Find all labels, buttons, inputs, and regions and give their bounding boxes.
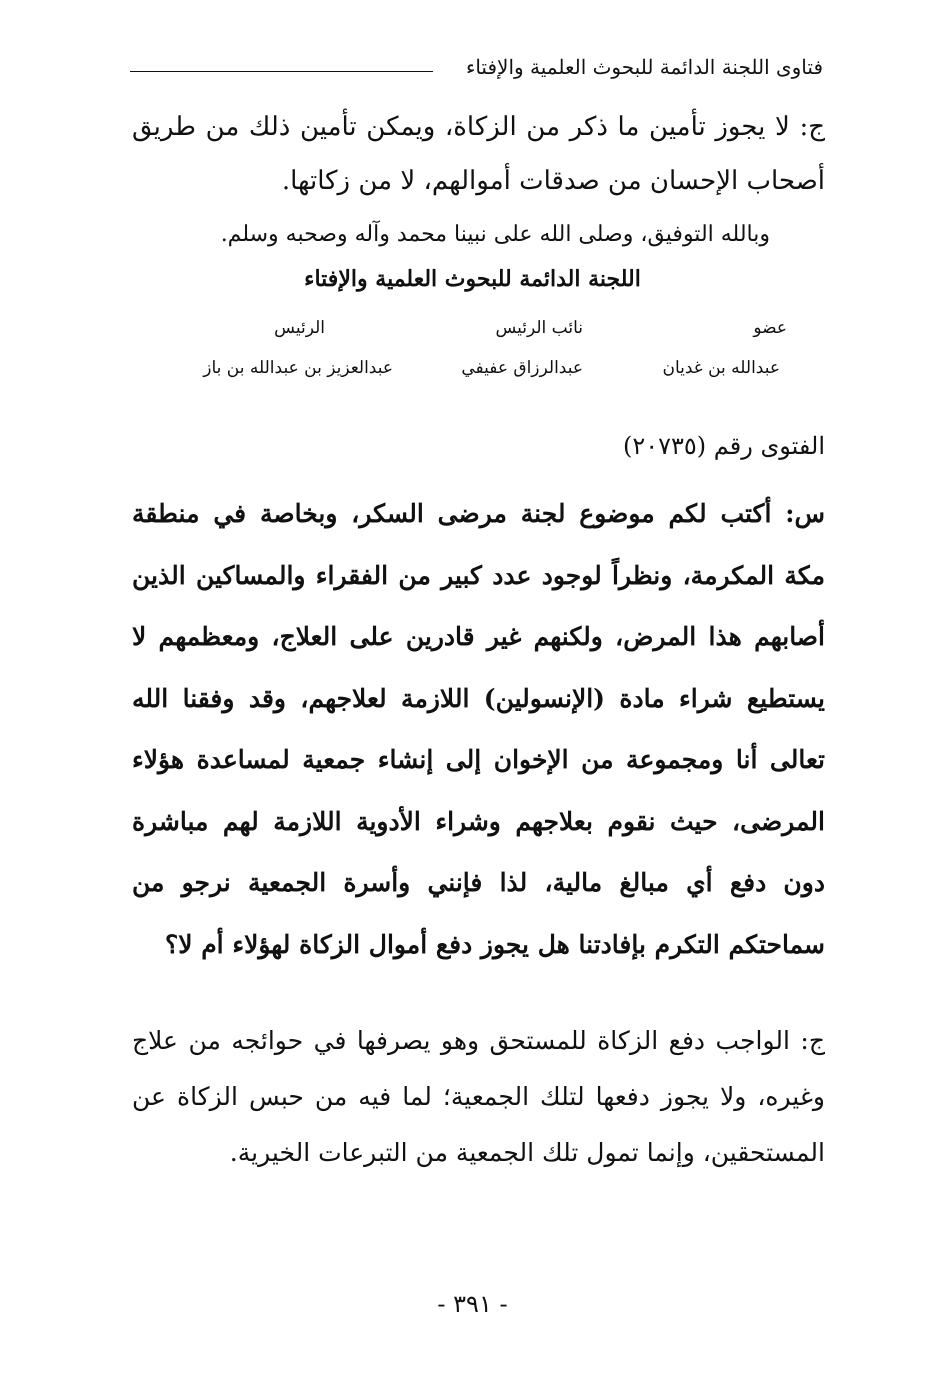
member-role-3: الرئيس [274, 318, 325, 338]
running-header [130, 55, 823, 89]
member-name-1: عبدالله بن غديان [662, 358, 780, 378]
member-role-2: نائب الرئيس [495, 318, 583, 338]
member-name-3: عبدالعزيز بن عبدالله بن باز [203, 358, 393, 378]
closing-line: وبالله التوفيق، وصلى الله على نبينا محمد وآله وصحبه وسلم. [220, 222, 770, 247]
answer-paragraph-1: ج: لا يجوز تأمين ما ذكر من الزكاة، ويمكن تأمين ذلك من طريق أصحاب الإحسان من صدقات أموالهم، لا من زكاتها. [132, 112, 825, 196]
fatwa-number: الفتوى رقم (٢٠٧٣٥) [622, 432, 825, 460]
member-role-1: عضو [753, 318, 787, 338]
header-title: فتاوى اللجنة الدائمة للبحوث العلمية والإفتاء [465, 55, 823, 79]
answer-paragraph-2: ج: الواجب دفع الزكاة للمستحق وهو يصرفها في حوائجه من علاج وغيره، ولا يجوز دفعها لتلك الجمعية؛ لما فيه من حبس الزكاة عن المستحقين، وإنما تمول تلك الجمعية من التبرعات الخيرية. [132, 1026, 825, 1167]
page-number: - ٣٩١ - [437, 1290, 508, 1318]
question-paragraph: س: أكتب لكم موضوع لجنة مرضى السكر، وبخاصة في منطقة مكة المكرمة، ونظراً لوجود عدد كبير من الفقراء والمساكين الذين أصابهم هذا المرض، ولكنهم غير قادرين على العلاج، ومعظمهم لا يستطيع شراء مادة (الإنسولين) اللازمة لعلاجهم، وقد وفقنا الله تعالى أنا ومجموعة من الإخوان إلى إنشاء جمعية لمساعدة هؤلاء المرضى، حيث نقوم بعلاجهم وشراء الأدوية اللازمة لهم مباشرة دون دفع أي مبالغ مالية، لذا فإنني وأسرة الجمعية نرجو من سماحتكم التكرم بإفادتنا هل يجوز دفع أموال الزكاة لهؤلاء أم لا؟ [132, 499, 825, 959]
member-name-2: عبدالرزاق عفيفي [461, 358, 583, 378]
committee-name: اللجنة الدائمة للبحوث العلمية والإفتاء [304, 266, 641, 292]
header-rule [130, 71, 433, 72]
